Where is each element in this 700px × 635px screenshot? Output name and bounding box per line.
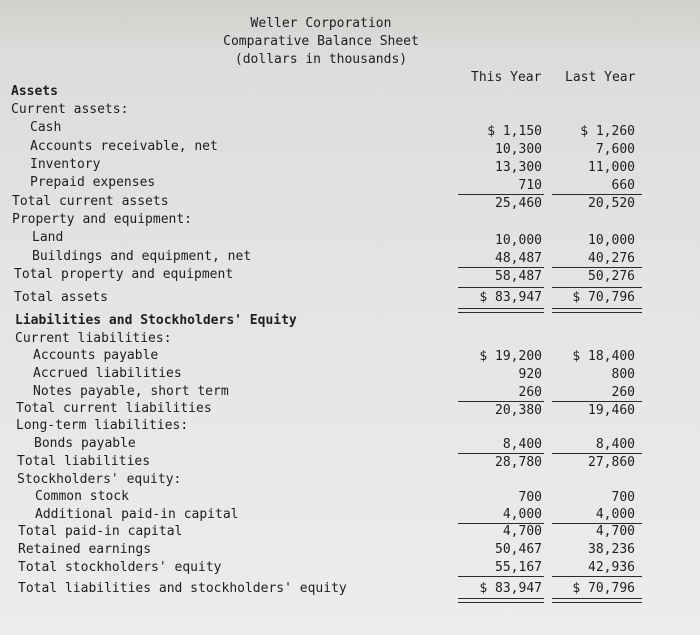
total-le-last-year: $ 70,796 — [572, 581, 635, 596]
total-se-this-year: 55,167 — [495, 560, 542, 575]
prepaid-last-year: 660 — [611, 178, 635, 193]
subtotal-rule — [552, 194, 642, 195]
subtotal-rule — [458, 194, 544, 195]
label-inventory: Inventory — [30, 157, 101, 172]
subtotal-rule — [458, 453, 544, 454]
subtotal-rule — [552, 267, 642, 268]
label-current-liabilities: Current liabilities: — [15, 331, 172, 346]
label-retained-earnings: Retained earnings — [18, 542, 152, 557]
total-current-liabilities-last-year: 19,460 — [588, 403, 635, 418]
label-cash: Cash — [30, 120, 62, 135]
subtotal-rule — [552, 287, 642, 288]
prepaid-this-year: 710 — [518, 178, 542, 193]
label-prepaid-expenses: Prepaid expenses — [30, 175, 156, 190]
apic-this-year: 4,000 — [502, 507, 542, 522]
retained-earnings-this-year: 50,467 — [495, 542, 542, 557]
inventory-this-year: 13,300 — [495, 160, 542, 175]
inventory-last-year: 11,000 — [588, 160, 635, 175]
common-stock-last-year: 700 — [611, 490, 635, 505]
label-accrued-liabilities: Accrued liabilities — [33, 366, 182, 381]
double-underline — [552, 308, 642, 313]
label-notes-payable: Notes payable, short term — [33, 384, 229, 399]
label-property-equipment: Property and equipment: — [12, 212, 193, 227]
double-underline — [552, 598, 642, 603]
subtotal-rule — [552, 523, 642, 524]
label-total-paid-in-capital: Total paid-in capital — [18, 524, 183, 539]
label-additional-paid-in-capital: Additional paid-in capital — [35, 507, 239, 522]
section-liabilities-equity: Liabilities and Stockholders' Equity — [15, 313, 297, 328]
subtotal-rule — [458, 287, 544, 288]
land-this-year: 10,000 — [495, 233, 542, 248]
total-ppe-last-year: 50,276 — [588, 269, 635, 284]
total-le-this-year: $ 83,947 — [479, 581, 542, 596]
retained-earnings-last-year: 38,236 — [588, 542, 635, 557]
total-liabilities-this-year: 28,780 — [495, 455, 542, 470]
subtotal-rule — [458, 401, 544, 402]
notes-last-year: 260 — [611, 385, 635, 400]
label-bonds-payable: Bonds payable — [34, 436, 136, 451]
buildings-this-year: 48,487 — [495, 251, 542, 266]
accrued-last-year: 800 — [611, 367, 635, 382]
label-total-assets: Total assets — [14, 290, 108, 305]
subtotal-rule — [458, 523, 544, 524]
section-assets: Assets — [11, 84, 58, 99]
label-common-stock: Common stock — [35, 489, 129, 504]
ar-this-year: 10,300 — [495, 142, 542, 157]
label-accounts-payable: Accounts payable — [33, 348, 159, 363]
total-liabilities-last-year: 27,860 — [588, 455, 635, 470]
total-current-assets-this-year: 25,460 — [495, 196, 542, 211]
label-total-current-assets: Total current assets — [12, 194, 169, 209]
double-underline — [458, 598, 544, 603]
ap-last-year: $ 18,400 — [572, 349, 635, 364]
common-stock-this-year: 700 — [518, 490, 542, 505]
notes-this-year: 260 — [518, 385, 542, 400]
total-ppe-this-year: 58,487 — [495, 269, 542, 284]
total-paid-in-last-year: 4,700 — [595, 524, 635, 539]
label-total-current-liabilities: Total current liabilities — [16, 401, 212, 416]
subtotal-rule — [552, 453, 642, 454]
subtotal-rule — [458, 267, 544, 268]
ap-this-year: $ 19,200 — [479, 349, 542, 364]
label-buildings-equipment: Buildings and equipment, net — [32, 249, 252, 264]
total-assets-last-year: $ 70,796 — [572, 290, 635, 305]
buildings-last-year: 40,276 — [588, 251, 635, 266]
label-accounts-receivable: Accounts receivable, net — [30, 139, 218, 154]
label-land: Land — [32, 230, 64, 245]
column-header-this-year: This Year — [471, 70, 542, 85]
total-current-assets-last-year: 20,520 — [588, 196, 635, 211]
total-current-liabilities-this-year: 20,380 — [495, 403, 542, 418]
land-last-year: 10,000 — [588, 233, 635, 248]
subtotal-rule — [458, 576, 544, 577]
label-total-property-equipment: Total property and equipment — [14, 267, 234, 282]
statement-units: (dollars in thousands) — [234, 52, 408, 67]
cash-last-year: $ 1,260 — [580, 124, 635, 139]
total-se-last-year: 42,936 — [588, 560, 635, 575]
apic-last-year: 4,000 — [595, 507, 635, 522]
label-current-assets: Current assets: — [11, 102, 129, 117]
total-assets-this-year: $ 83,947 — [479, 290, 542, 305]
bonds-this-year: 8,400 — [502, 437, 542, 452]
column-header-last-year: Last Year — [565, 70, 636, 85]
company-name: Weller Corporation — [250, 16, 392, 31]
statement-title: Comparative Balance Sheet — [223, 34, 419, 49]
subtotal-rule — [552, 401, 642, 402]
label-total-liabilities: Total liabilities — [17, 454, 151, 469]
label-total-stockholders-equity: Total stockholders' equity — [18, 560, 222, 575]
cash-this-year: $ 1,150 — [487, 124, 542, 139]
accrued-this-year: 920 — [518, 367, 542, 382]
label-total-liabilities-and-equity: Total liabilities and stockholders' equity — [18, 581, 347, 596]
label-stockholders-equity: Stockholders' equity: — [17, 472, 182, 487]
bonds-last-year: 8,400 — [595, 437, 635, 452]
total-paid-in-this-year: 4,700 — [502, 524, 542, 539]
subtotal-rule — [552, 576, 642, 577]
label-long-term-liabilities: Long-term liabilities: — [16, 418, 189, 433]
ar-last-year: 7,600 — [595, 142, 635, 157]
double-underline — [458, 308, 544, 313]
